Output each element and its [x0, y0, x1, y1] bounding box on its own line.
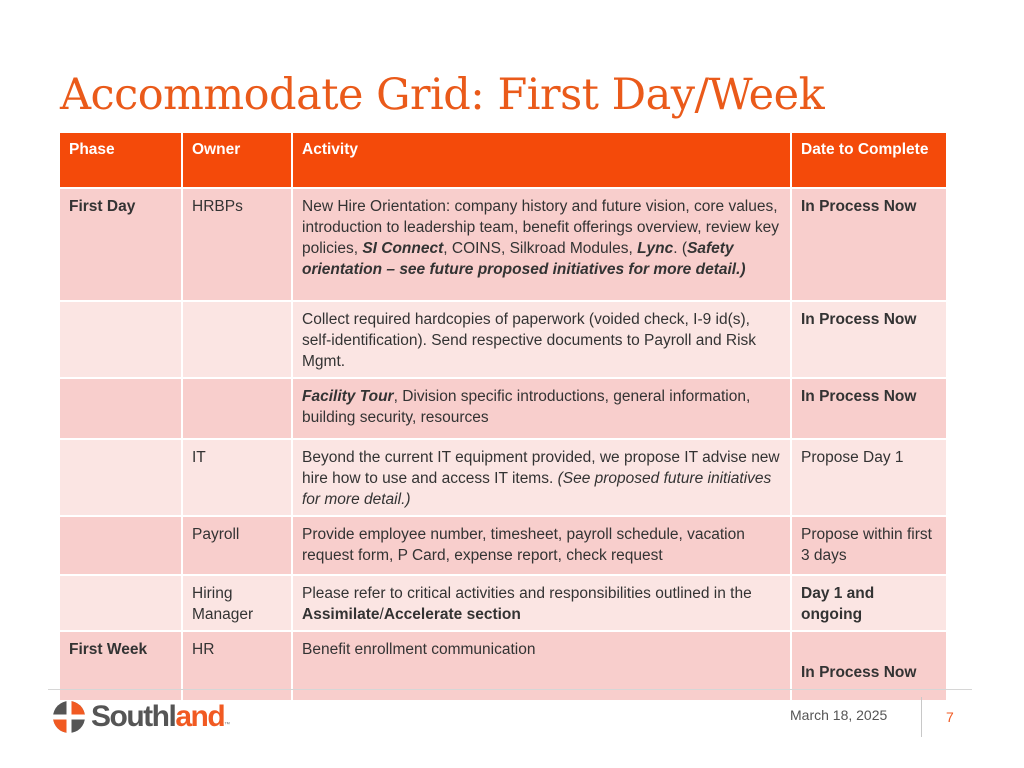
phase-cell: First Week [59, 631, 182, 701]
phase-cell [59, 516, 182, 575]
owner-cell: HR [182, 631, 292, 701]
footer-divider [48, 689, 972, 690]
activity-emphasis: Accelerate section [383, 606, 521, 623]
activity-cell [292, 575, 791, 631]
owner-cell: Hiring Manager [182, 575, 292, 631]
owner-cell: IT [182, 439, 292, 516]
activity-emphasis: Facility Tour [302, 388, 394, 405]
header-owner: Owner [182, 132, 292, 188]
activity-text: . ( [673, 240, 688, 257]
southland-logo [52, 700, 230, 734]
activity-text: , Division specific introductions, general information, building security, resources [302, 388, 751, 426]
page-number: 7 [946, 709, 954, 725]
date-cell: In Process Now [791, 378, 947, 439]
table-row [59, 575, 947, 631]
date-cell: Propose Day 1 [791, 439, 947, 516]
footer-vertical-divider [921, 697, 922, 737]
table-row [59, 378, 947, 439]
logo-wordmark: Southland [91, 700, 225, 733]
date-text: In Process Now [801, 664, 917, 681]
phase-cell: First Day [59, 188, 182, 301]
activity-emphasis: (See proposed future initiatives for more detail.) [302, 470, 772, 508]
date-cell [791, 631, 947, 701]
owner-cell: Payroll [182, 516, 292, 575]
activity-cell [292, 378, 791, 439]
activity-text: Beyond the current IT equipment provided, we propose IT advise new hire how to use and access IT items. [302, 449, 780, 487]
header-activity: Activity [292, 132, 791, 188]
activity-cell: Benefit enrollment communication [292, 631, 791, 701]
phase-cell [59, 301, 182, 378]
activity-emphasis: Lync [637, 240, 674, 257]
footer-date: March 18, 2025 [790, 707, 888, 723]
southland-logo-icon [52, 700, 86, 734]
owner-cell: HRBPs [182, 188, 292, 301]
owner-cell [182, 301, 292, 378]
table-row [59, 188, 947, 301]
activity-cell: Collect required hardcopies of paperwork (voided check, I-9 id(s), self-identification). Send respective documents to Payroll and Risk Mgmt. [292, 301, 791, 378]
header-phase: Phase [59, 132, 182, 188]
activity-emphasis: SI Connect [362, 240, 444, 257]
header-date-to-complete: Date to Complete [791, 132, 947, 188]
activity-text: / [379, 606, 384, 623]
phase-cell [59, 575, 182, 631]
activity-text: , COINS, Silkroad Modules, [443, 240, 638, 257]
accommodate-grid-table [58, 131, 948, 702]
activity-emphasis: Safety orientation – see future proposed initiatives for more detail.) [302, 240, 746, 278]
activity-cell [292, 188, 791, 301]
phase-cell [59, 378, 182, 439]
table-header-row [59, 132, 947, 188]
date-cell: Propose within first 3 days [791, 516, 947, 575]
activity-text: New Hire Orientation: company history and future vision, core values, introduction to leadership team, benefit offerings overview, review key policies, [302, 198, 780, 257]
phase-cell [59, 439, 182, 516]
activity-cell [292, 439, 791, 516]
table-row [59, 631, 947, 701]
activity-emphasis: Assimilate [302, 606, 380, 623]
table-row [59, 301, 947, 378]
table-row [59, 439, 947, 516]
logo-trademark: ™ [224, 722, 231, 728]
owner-cell [182, 378, 292, 439]
activity-cell: Provide employee number, timesheet, payroll schedule, vacation request form, P Card, expense report, check request [292, 516, 791, 575]
activity-text: Please refer to critical activities and responsibilities outlined in the [302, 585, 752, 602]
date-cell: Day 1 and ongoing [791, 575, 947, 631]
page-title: Accommodate Grid: First Day/Week [60, 70, 825, 120]
table-row [59, 516, 947, 575]
date-cell: In Process Now [791, 301, 947, 378]
date-cell: In Process Now [791, 188, 947, 301]
